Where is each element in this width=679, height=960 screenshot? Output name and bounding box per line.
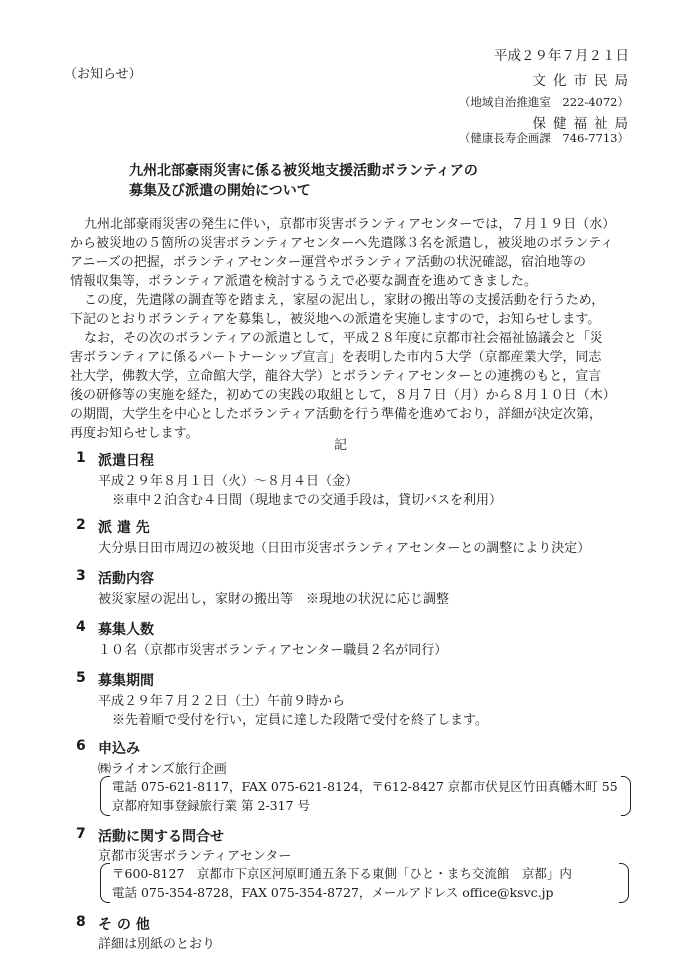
intro-line: アニーズの把握，ボランティアセンター運営やボランティア活動の状況確認，宿泊地等の bbox=[70, 255, 586, 270]
contact-line: 電話 075-354-8728，FAX 075-354-8727，メールアドレス office@ksvc.jp bbox=[112, 885, 554, 900]
item-number: 7 bbox=[76, 826, 86, 842]
item-note: ※先着順で受付を行い，定員に達した段階で受付を終了します。 bbox=[112, 713, 488, 728]
item-text: ㈱ライオンズ旅行企画 bbox=[98, 762, 227, 777]
contact-bracket-left bbox=[100, 863, 110, 903]
intro-line: 社大学，佛教大学，立命館大学，龍谷大学）とボランティアセンターとの連携のもと，宣言 bbox=[70, 369, 602, 384]
item-number: 4 bbox=[76, 619, 86, 635]
notice-label: （お知らせ） bbox=[64, 67, 142, 82]
item-text: 京都市災害ボランティアセンター bbox=[98, 849, 292, 864]
ki-marker: 記 bbox=[334, 438, 348, 453]
item-note: ※車中２泊含む４日間（現地までの交通手段は，貸切バスを利用） bbox=[112, 493, 503, 508]
intro-line: 後の研修等の実施を経た，初めての実践の取組として，８月７日（月）から８月１０日（木） bbox=[70, 388, 616, 403]
contact-bracket-right bbox=[621, 776, 631, 816]
contact-line: 〒600-8127 京都市下京区河原町通五条下る東側「ひと・まち交流館 京都」内 bbox=[112, 866, 572, 881]
item-number: 2 bbox=[76, 517, 86, 533]
item-heading: 募集人数 bbox=[98, 622, 154, 638]
contact-bracket-right bbox=[619, 863, 629, 903]
department-culture-contact: （地域自治推進室 222-4072） bbox=[458, 95, 629, 109]
item-heading: 派 遣 先 bbox=[98, 520, 150, 536]
item-number: 3 bbox=[76, 568, 86, 584]
item-text: 大分県日田市周辺の被災地（日田市災害ボランティアセンターとの調整により決定） bbox=[98, 541, 591, 556]
contact-bracket-left bbox=[100, 776, 110, 816]
item-text: １０名（京都市災害ボランティアセンター職員２名が同行） bbox=[98, 643, 448, 658]
intro-line: 再度お知らせします。 bbox=[70, 426, 199, 441]
item-heading: 活動に関する問合せ bbox=[98, 829, 224, 845]
intro-line: なお，その次のボランティアの派遣として，平成２８年度に京都市社会福祉協議会と「災 bbox=[84, 331, 603, 346]
item-heading: 申込み bbox=[98, 741, 140, 757]
issue-date: 平成２９年７月２１日 bbox=[494, 48, 629, 64]
item-heading: そ の 他 bbox=[98, 917, 150, 933]
item-text: 平成２９年８月１日（火）～８月４日（金） bbox=[98, 474, 359, 489]
contact-line: 電話 075-621-8117，FAX 075-621-8124，〒612-8427 京都市伏見区竹田真幡木町 55 bbox=[112, 779, 618, 794]
contact-line: 京都府知事登録旅行業 第 2-317 号 bbox=[112, 798, 310, 813]
department-culture: 文化市民局 bbox=[532, 73, 635, 89]
item-heading: 募集期間 bbox=[98, 673, 154, 689]
item-number: 8 bbox=[76, 914, 86, 930]
document-title-line2: 募集及び派遣の開始について bbox=[129, 183, 311, 199]
document-title-line1: 九州北部豪雨災害に係る被災地支援活動ボランティアの bbox=[129, 163, 478, 179]
intro-line: の期間，大学生を中心としたボランティア活動を行う準備を進めており，詳細が決定次第， bbox=[70, 407, 602, 422]
item-text: 被災家屋の泥出し，家財の搬出等 ※現地の状況に応じ調整 bbox=[98, 592, 450, 607]
department-health: 保健福祉局 bbox=[532, 116, 635, 132]
item-number: 1 bbox=[76, 450, 86, 466]
intro-line: から被災地の５箇所の災害ボランティアセンターへ先遣隊３名を派遣し，被災地のボランティ bbox=[70, 236, 614, 251]
intro-line: 下記のとおりボランティアを募集し，被災地への派遣を実施しますので，お知らせします。 bbox=[70, 312, 601, 327]
item-number: 5 bbox=[76, 670, 86, 686]
item-text: 平成２９年７月２２日（土）午前９時から bbox=[98, 694, 346, 709]
item-text: 詳細は別紙のとおり bbox=[98, 937, 216, 952]
intro-line: 九州北部豪雨災害の発生に伴い，京都市災害ボランティアセンターでは，７月１９日（水） bbox=[84, 217, 616, 232]
intro-line: 害ボランティアに係るパートナーシップ宣言」を表明した市内５大学（京都産業大学，同志 bbox=[70, 350, 602, 365]
intro-line: 情報収集等，ボランティア派遣を検討するうえで必要な調査を進めてきました。 bbox=[70, 274, 537, 289]
department-health-contact: （健康長寿企画課 746-7713） bbox=[458, 131, 629, 145]
intro-line: この度，先遣隊の調査等を踏まえ，家屋の泥出し，家財の搬出等の支援活動を行うため， bbox=[84, 293, 605, 308]
item-number: 6 bbox=[76, 738, 86, 754]
item-heading: 派遣日程 bbox=[98, 453, 154, 469]
item-heading: 活動内容 bbox=[98, 571, 154, 587]
